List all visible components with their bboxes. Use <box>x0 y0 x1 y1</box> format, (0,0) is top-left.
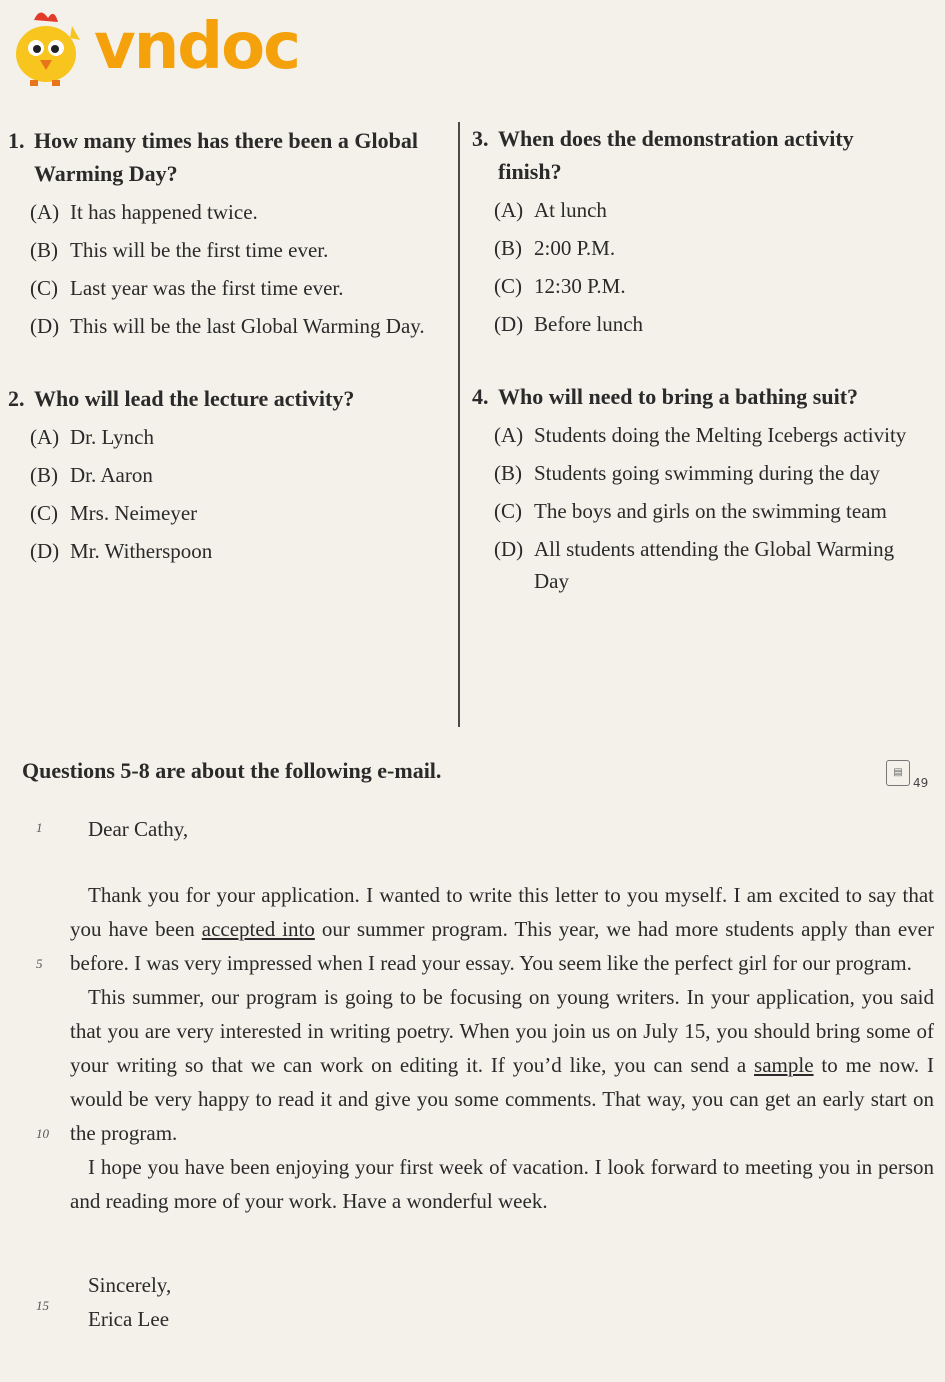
chick-mascot-icon <box>6 6 86 88</box>
option-b: (B) This will be the first time ever. <box>30 238 329 262</box>
email-paragraph-3: I hope you have been enjoying your first week of vacation. I look forward to meeting you in person and reading more of your work. Have a wonderful week. <box>70 1155 934 1213</box>
question-number: 2. <box>8 386 25 411</box>
option-b: (B) Students going swimming during the day <box>494 461 880 485</box>
option-c: (C) Mrs. Neimeyer <box>30 501 198 525</box>
email-signature: Erica Lee <box>88 1307 170 1331</box>
line-number: 5 <box>36 956 43 971</box>
option-a: (A) It has happened twice. <box>30 200 258 224</box>
question-text: Who will need to bring a bathing suit? <box>498 384 859 409</box>
question-number: 4. <box>472 384 489 409</box>
column-divider <box>458 122 460 727</box>
line-number: 15 <box>36 1298 49 1313</box>
underlined-word: sample <box>754 1053 814 1077</box>
question-number: 1. <box>8 128 25 153</box>
option-c: (C) 12:30 P.M. <box>494 274 626 298</box>
option-c: (C) The boys and girls on the swimming team <box>494 499 887 523</box>
option-b: (B) 2:00 P.M. <box>494 236 616 260</box>
option-d: (D) Mr. Witherspoon <box>30 539 213 563</box>
line-number: 1 <box>36 820 43 835</box>
question-4 <box>472 380 912 597</box>
email-closing: Sincerely, <box>88 1273 172 1297</box>
section-title: Questions 5-8 are about the following e-mail. <box>22 758 442 783</box>
option-d: (D) Before lunch <box>494 312 644 336</box>
option-c: (C) Last year was the first time ever. <box>30 276 344 300</box>
email-greeting: Dear Cathy, <box>88 817 189 841</box>
question-text: Who will lead the lecture activity? <box>34 386 355 411</box>
option-d: (D) All students attending the Global Warming Day <box>494 537 895 593</box>
underlined-phrase: accepted into <box>201 917 315 941</box>
email-paragraph-1: Thank you for your application. I wanted to write this letter to you myself. I am excited to say that you have been accepted into our summer program. This year, we had more students apply than ever before. I was very impressed when I read your essay. You seem like the perfect girl for our program. <box>70 883 934 975</box>
questions-right-column <box>472 122 912 597</box>
email-body <box>70 812 934 1336</box>
book-icon: ▤ <box>886 760 910 786</box>
question-text: When does the demonstration activity finish? <box>498 126 854 184</box>
logo-text: vndoc <box>94 10 299 84</box>
question-1 <box>8 124 448 342</box>
option-d: (D) This will be the last Global Warming Day. <box>30 314 425 338</box>
vndoc-logo <box>6 6 336 88</box>
question-text: How many times has there been a Global Warming Day? <box>34 128 418 186</box>
page-number: 49 <box>913 776 929 790</box>
option-a: (A) At lunch <box>494 198 607 222</box>
question-2 <box>8 382 448 567</box>
question-number: 3. <box>472 126 489 151</box>
questions-left-column <box>8 124 448 567</box>
option-b: (B) Dr. Aaron <box>30 463 153 487</box>
option-a: (A) Students doing the Melting Icebergs activity <box>494 423 907 447</box>
question-3 <box>472 122 912 340</box>
option-a: (A) Dr. Lynch <box>30 425 154 449</box>
email-paragraph-2: This summer, our program is going to be focusing on young writers. In your application, you said that you are very interested in writing poetry. When you join us on July 15, you should bring some of your writing so that we can work on editing it. If you’d like, you can send a sample to me now. I would be very happy to read it and give you some comments. That way, you can get an early start on the program. <box>70 985 934 1145</box>
line-number: 10 <box>36 1126 49 1141</box>
